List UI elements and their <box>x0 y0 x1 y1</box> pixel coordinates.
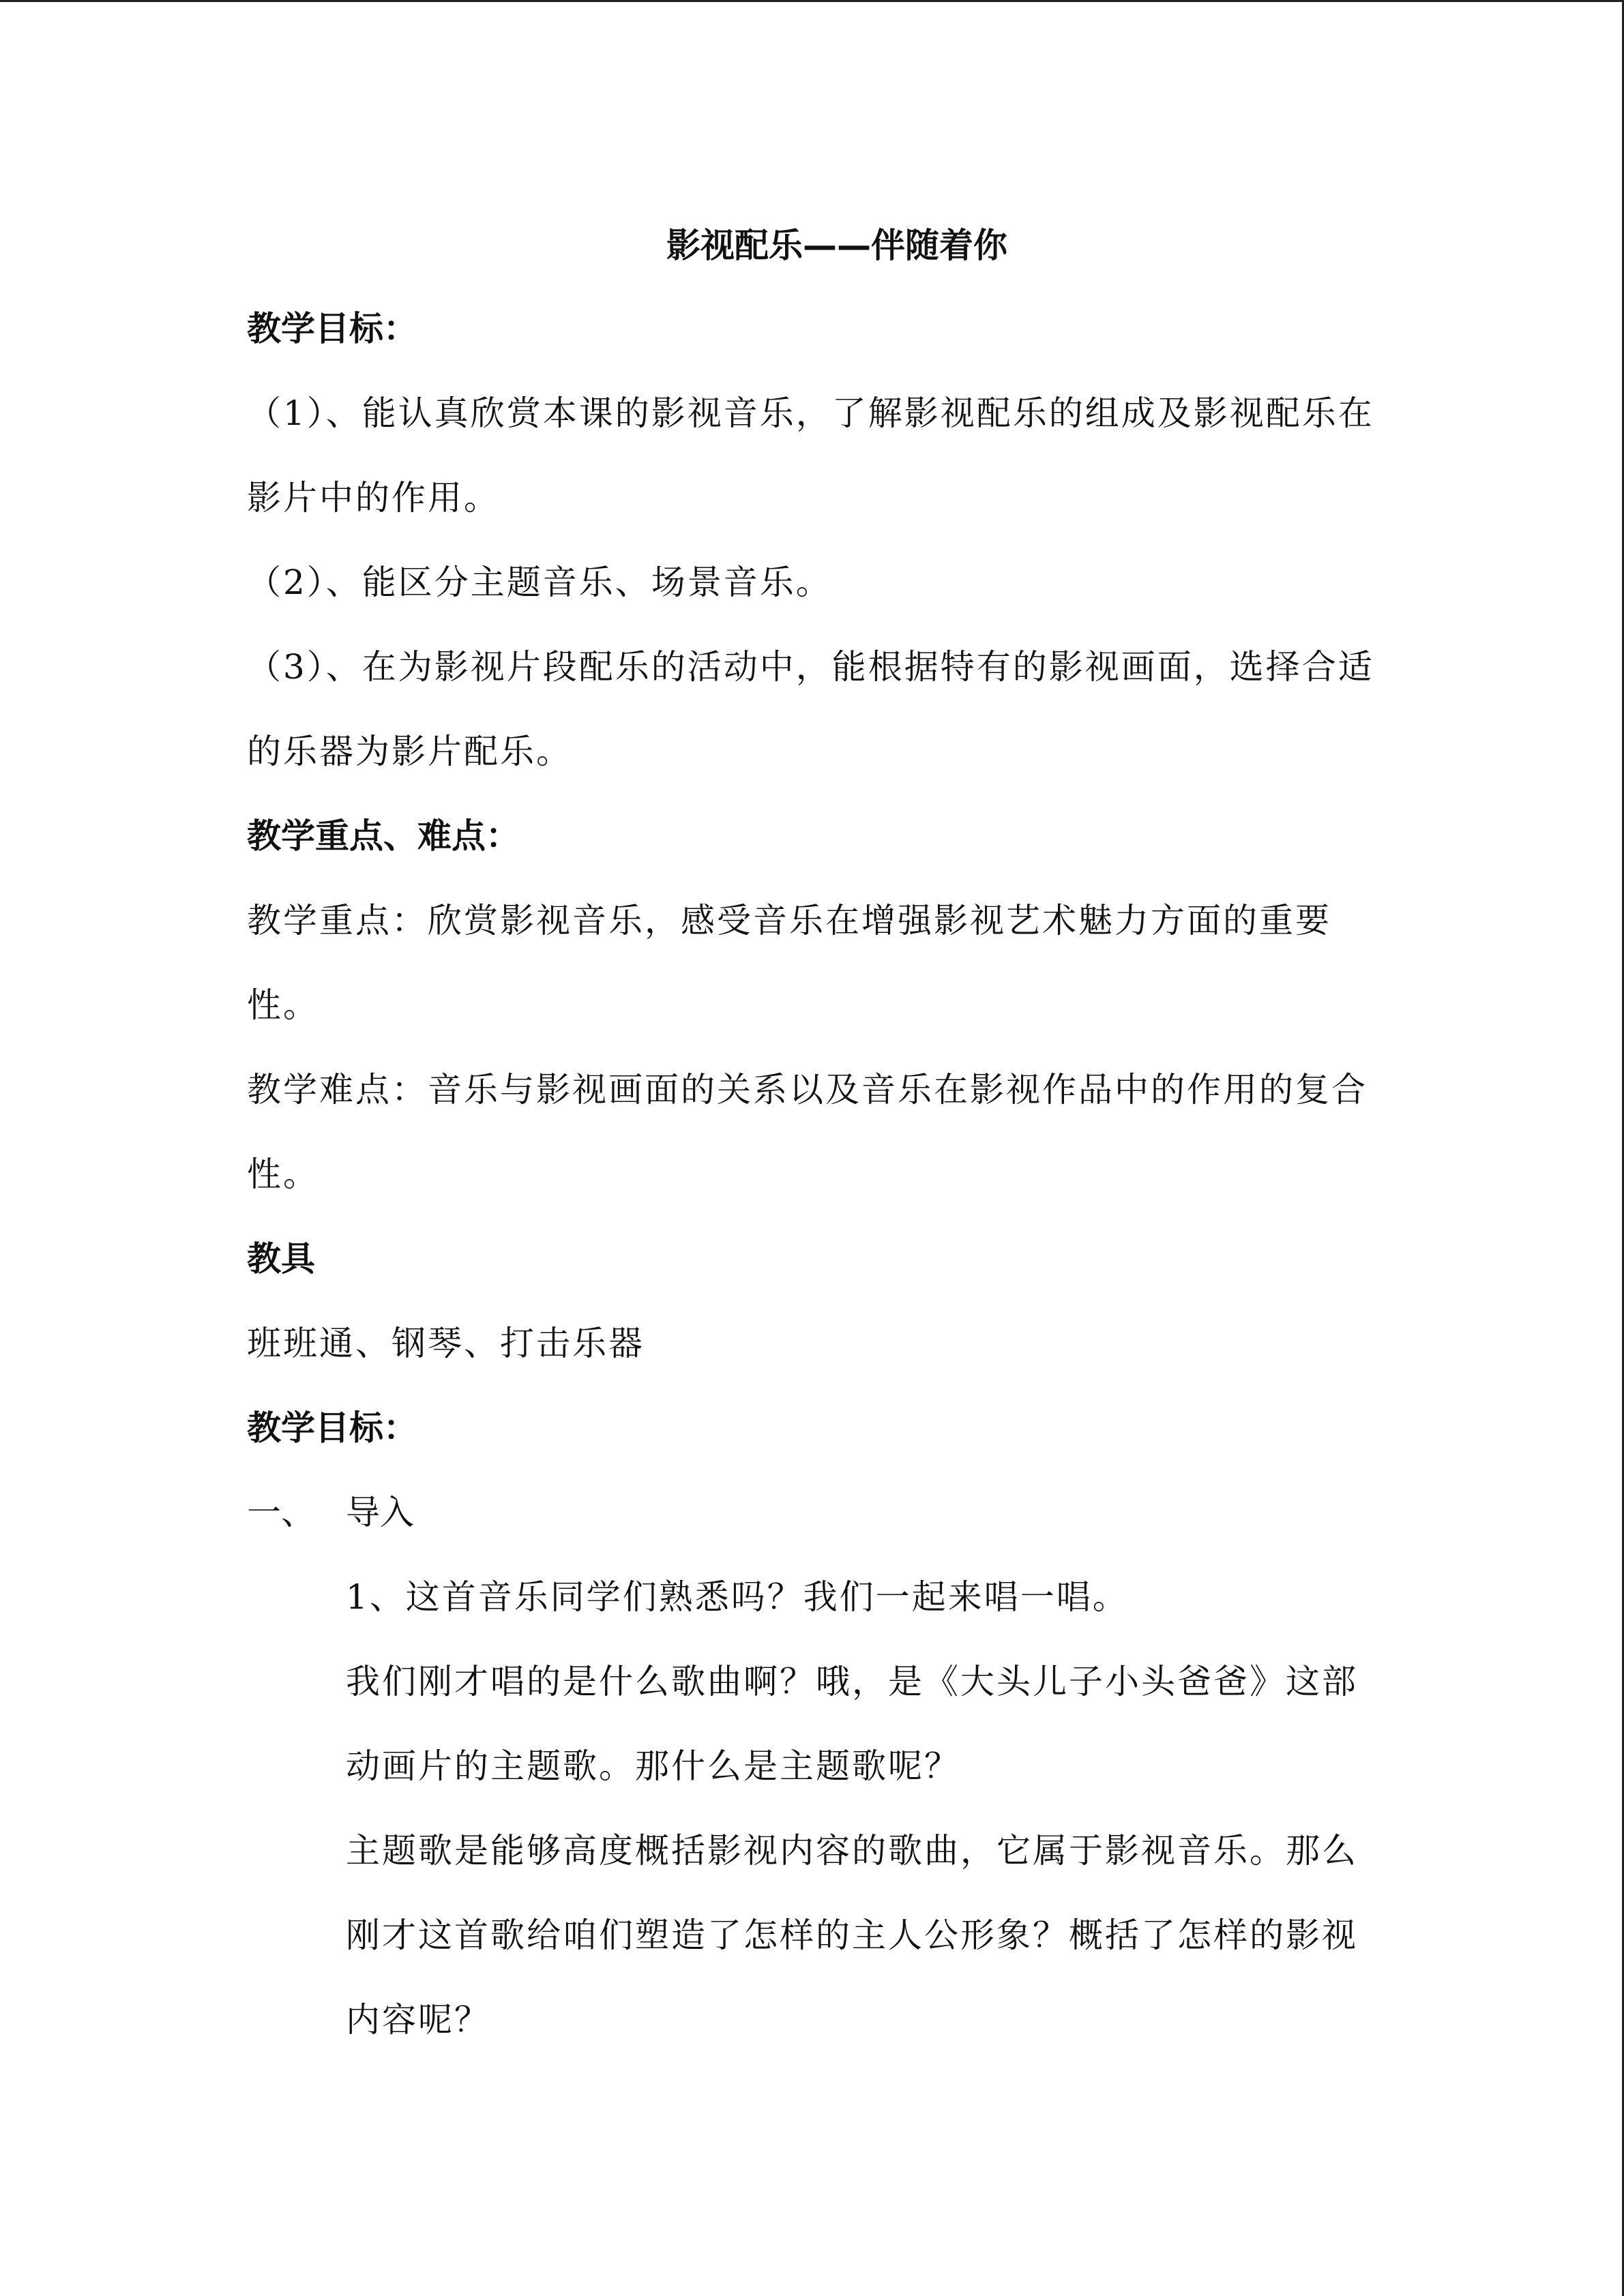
keypoint-text: 教学重点：欣赏影视音乐，感受音乐在增强影视艺术魅力方面的重要性。 <box>247 901 1331 1025</box>
document-page <box>247 205 1379 2062</box>
step-1-paragraph-3: 主题歌是能够高度概括影视内容的歌曲，它属于影视音乐。那么刚才这首歌给咱们塑造了怎样的主人公形象？概括了怎样的影视内容呢？ <box>346 1831 1358 2040</box>
step-1 <box>247 1470 1379 1555</box>
document-title: 影视配乐——伴随着你 <box>666 226 1007 265</box>
step-1-paragraph-1: 1、这首音乐同学们熟悉吗？我们一起来唱一唱。 <box>346 1577 1129 1617</box>
tools-text: 班班通、钢琴、打击乐器 <box>247 1324 645 1363</box>
tools-heading: 教具 <box>247 1239 315 1279</box>
difficulty-text: 教学难点：音乐与影视画面的关系以及音乐在影视作品中的作用的复合性。 <box>247 1070 1368 1194</box>
step-1-paragraph-2: 我们刚才唱的是什么歌曲啊？哦，是《大头儿子小头爸爸》这部动画片的主题歌。那什么是主题歌呢？ <box>346 1662 1358 1786</box>
page-top-border <box>0 0 1624 2</box>
objective-3: （3）、在为影视片段配乐的活动中，能根据特有的影视画面，选择合适的乐器为影片配乐。 <box>247 647 1374 771</box>
objective-2: （2）、能区分主题音乐、场景音乐。 <box>247 563 832 602</box>
objectives-heading: 教学目标： <box>247 309 417 348</box>
step-1-label: 导入 <box>346 1493 414 1532</box>
process-heading: 教学目标： <box>247 1408 417 1448</box>
objective-1: （1）、能认真欣赏本课的影视音乐，了解影视配乐的组成及影视配乐在影片中的作用。 <box>247 393 1374 518</box>
step-1-marker: 一、 <box>247 1493 315 1532</box>
keypoints-heading: 教学重点、难点： <box>247 816 520 856</box>
